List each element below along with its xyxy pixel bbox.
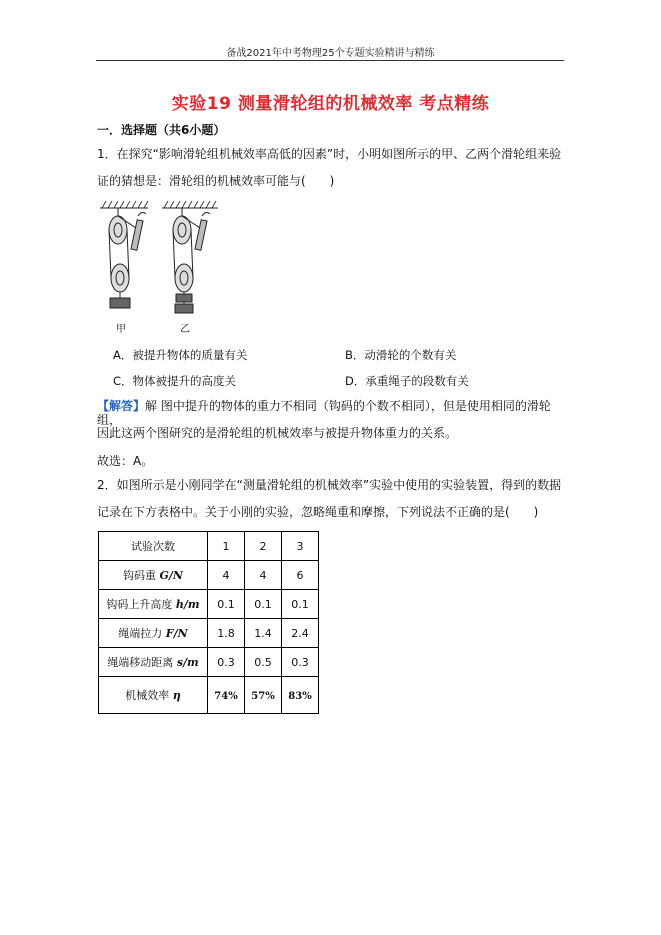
fig-label-yi: 乙 [180,324,190,335]
row-label: 钩码上升高度 h/m [99,590,208,619]
header-divider [96,60,564,61]
q1-option-a: A．被提升物体的质量有关 [113,348,248,362]
table-cell: 1.8 [208,619,245,648]
table-row [99,619,319,648]
q1-option-c: C．物体被提升的高度关 [113,374,237,388]
table-cell: 0.3 [282,648,319,677]
row-label: 机械效率 η [99,677,208,714]
table-header-row [99,532,319,561]
table-cell: 6 [282,561,319,590]
q1-option-d: D．承重绳子的段数有关 [345,374,469,388]
table-cell: 4 [245,561,282,590]
table-cell: 0.1 [282,590,319,619]
answer-text: 解 图中提升的物体的重力不相同（钩码的个数不相同），但是使用相同的滑轮组， [97,399,551,427]
table-cell: 0.1 [245,590,282,619]
q2-text-line2: 记录在下方表格中。关于小刚的实验，忽略绳重和摩擦，下列说法不正确的是( ) [97,505,539,519]
fig-label-jia: 甲 [116,324,126,335]
data-table [98,531,319,714]
table-row [99,590,319,619]
table-cell: 83% [282,677,319,714]
q1-option-b: B．动滑轮的个数有关 [345,348,457,362]
q2-text-line1: 2．如图所示是小刚同学在“测量滑轮组的机械效率”实验中使用的实验装置，得到的数据 [97,478,562,492]
page-header: 备战2021年中考物理25个专题实验精讲与精练 [226,48,435,59]
q1-answer-line1 [97,399,567,427]
table-row-efficiency [99,677,319,714]
section-heading: 一．选择题（共6小题） [97,123,226,137]
row-label: 绳端拉力 F/N [99,619,208,648]
row-label: 钩码重 G/N [99,561,208,590]
q1-text-line2: 证的猜想是：滑轮组的机械效率可能与( ) [97,174,335,188]
q1-text-line1: 1．在探究“影响滑轮组机械效率高低的因素”时，小明如图所示的甲、乙两个滑轮组来验 [97,147,562,161]
table-row [99,648,319,677]
table-cell: 0.1 [208,590,245,619]
table-cell: 2.4 [282,619,319,648]
q1-answer-line2: 因此这两个图研究的是滑轮组的机械效率与被提升物体重力的关系。 [97,426,458,440]
table-cell: 1 [208,532,245,561]
table-cell: 0.3 [208,648,245,677]
page-title: 实验19 测量滑轮组的机械效率 考点精练 [171,94,490,114]
table-cell: 74% [208,677,245,714]
row-label: 绳端移动距离 s/m [99,648,208,677]
table-cell: 57% [245,677,282,714]
q1-choice: 故选：A。 [97,454,154,468]
table-row [99,561,319,590]
pulley-figure [96,198,226,338]
answer-tag: 【解答】 [97,399,146,413]
table-header-label: 试验次数 [99,532,208,561]
table-cell: 1.4 [245,619,282,648]
table-cell: 0.5 [245,648,282,677]
table-cell: 3 [282,532,319,561]
table-cell: 2 [245,532,282,561]
table-cell: 4 [208,561,245,590]
